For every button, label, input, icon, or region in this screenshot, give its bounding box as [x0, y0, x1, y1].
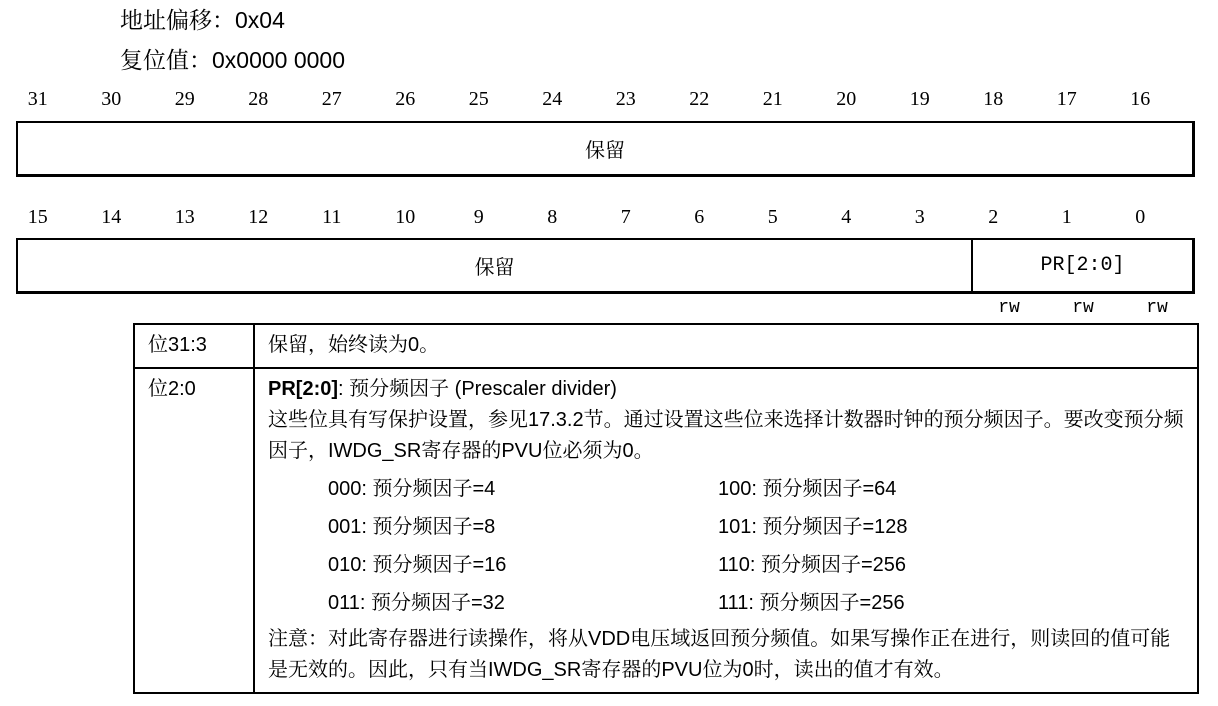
bit-number: 19 — [909, 88, 930, 110]
reserved-field-low: 保留 — [18, 240, 973, 291]
prescaler-value: 111: 预分频因子=256 — [718, 592, 905, 614]
bit-description-cell: 保留，始终读为0。 — [254, 324, 1198, 368]
bit-number: 17 — [1056, 88, 1077, 110]
bit-number: 0 — [1135, 206, 1146, 228]
bit-number: 24 — [542, 88, 563, 110]
bit-number: 18 — [983, 88, 1004, 110]
bit-number: 22 — [689, 88, 710, 110]
prescaler-value: 110: 预分频因子=256 — [718, 554, 907, 576]
bit-number: 6 — [694, 206, 705, 228]
bit-number: 25 — [468, 88, 489, 110]
bit-number: 26 — [395, 88, 416, 110]
field-title-rest: : 预分频因子 (Prescaler divider) — [338, 378, 617, 400]
prescaler-value: 101: 预分频因子=128 — [718, 516, 908, 538]
bit-numbers-high — [18, 88, 1194, 114]
bit-description-cell — [254, 368, 1198, 693]
bit-number: 20 — [836, 88, 857, 110]
bit-number: 8 — [547, 206, 558, 228]
bit-number: 7 — [620, 206, 631, 228]
table-row — [134, 324, 1198, 368]
table-row — [134, 368, 1198, 693]
bit-number: 16 — [1130, 88, 1151, 110]
bit-range-cell: 位31:3 — [134, 324, 254, 368]
bit-number: 29 — [174, 88, 195, 110]
reserved-field-high: 保留 — [585, 140, 625, 162]
bit-range-cell: 位2:0 — [134, 368, 254, 693]
bit-number: 2 — [988, 206, 999, 228]
bit-numbers-low — [18, 206, 1194, 232]
bit-number: 30 — [101, 88, 122, 110]
register-high-half — [16, 121, 1195, 177]
bit-number: 5 — [767, 206, 778, 228]
bit-number: 13 — [174, 206, 195, 228]
field-title — [268, 374, 1185, 405]
prescaler-value: 100: 预分频因子=64 — [718, 478, 897, 500]
reset-value-label: 复位值：0x0000 0000 — [120, 47, 346, 73]
prescaler-value: 010: 预分频因子=16 — [328, 554, 507, 576]
prescaler-value: 011: 预分频因子=32 — [328, 592, 505, 614]
access-bit1: rw — [1072, 298, 1094, 318]
bit-number: 9 — [473, 206, 484, 228]
access-bit2: rw — [998, 298, 1020, 318]
bit-number: 31 — [27, 88, 48, 110]
bit-number: 28 — [248, 88, 269, 110]
bit-number: 10 — [395, 206, 416, 228]
bit-number: 1 — [1061, 206, 1072, 228]
bit-number: 23 — [615, 88, 636, 110]
bit-number: 11 — [322, 206, 342, 228]
bit-number: 14 — [101, 206, 122, 228]
bit-description-table — [133, 323, 1199, 694]
field-name: PR[2:0] — [268, 378, 339, 400]
bit-number: 3 — [914, 206, 925, 228]
register-low-half — [16, 238, 1195, 294]
bit-number: 15 — [27, 206, 48, 228]
bit-number: 4 — [841, 206, 852, 228]
prescaler-values-grid — [328, 470, 1185, 622]
pr-field: PR[2:0] — [1040, 254, 1125, 277]
prescaler-value: 000: 预分频因子=4 — [328, 478, 496, 500]
bit-number: 21 — [762, 88, 783, 110]
field-note: 注意：对此寄存器进行读操作，将从VDD电压域返回预分频值。如果写操作正在进行，则读回的值可能是无效的。因此，只有当IWDG_SR寄存器的PVU位为0时，读出的值才有效。 — [268, 628, 1171, 681]
bit-number: 27 — [321, 88, 342, 110]
field-paragraph: 这些位具有写保护设置，参见17.3.2节。通过设置这些位来选择计数器时钟的预分频因子。要改变预分频因子，IWDG_SR寄存器的PVU位必须为0。 — [268, 409, 1184, 462]
access-bit0: rw — [1146, 298, 1168, 318]
prescaler-value: 001: 预分频因子=8 — [328, 516, 496, 538]
address-offset-label: 地址偏移：0x04 — [120, 7, 285, 33]
bit-number: 12 — [248, 206, 269, 228]
